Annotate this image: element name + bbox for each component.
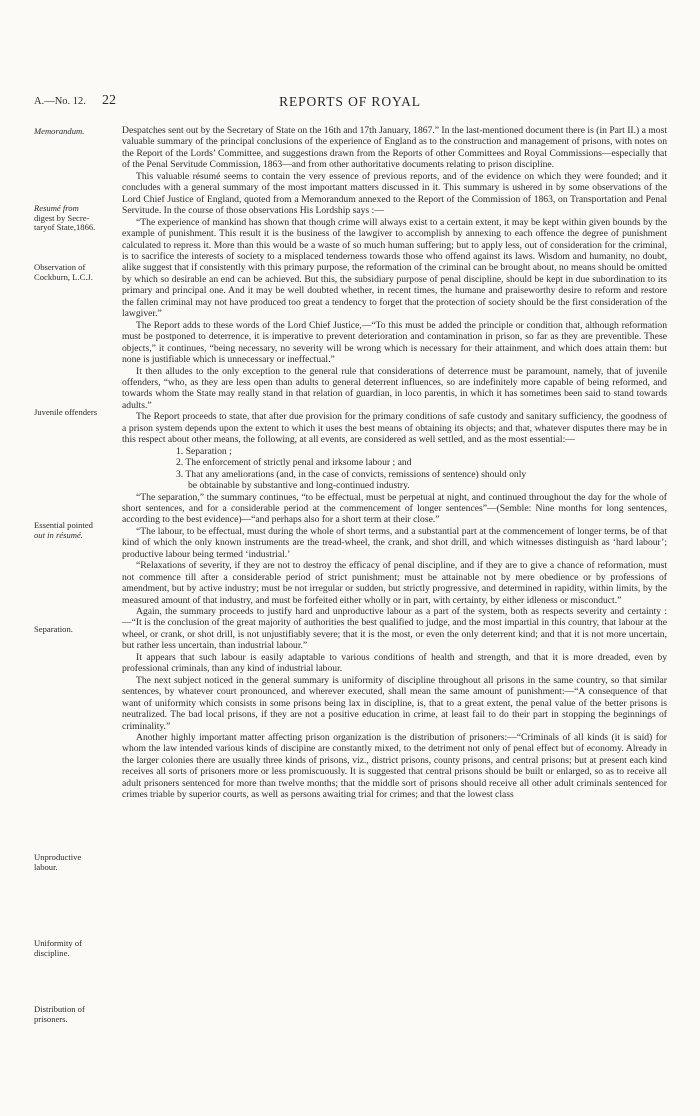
- essentials-list: [122, 446, 667, 492]
- paragraph: This valuable résumé seems to contain the very essence of previous reports, and of the evidence on which they were founded; and it concludes with a general summary of the most important matters discussed in it. This summary is ushered in by some observations of the Lord Chief Justice of England, quoted from a Memorandum annexed to the Report of the Commission of 1863, on Transportation and Penal Servitude. In the course of those observations His Lordship says :—: [122, 170, 667, 217]
- paragraph: The Report proceeds to state, that after due provision for the primary conditions of safe custody and sanitary sufficiency, the goodness of a prison system depends upon the extent to which it uses the best means of obtaining its objects; and that, whatever disputes there may be in this respect about other means, the following, at all events, are considered as well settled, and as the most essential:—: [122, 411, 667, 446]
- margin-note-unproductive: Unproductive labour.: [34, 852, 82, 872]
- margin-note-distribution: Distribution of prisoners.: [34, 1004, 85, 1024]
- margin-note-essential: Essential pointed out in résumé.: [34, 520, 93, 540]
- body-text: [122, 125, 667, 801]
- list-item: 1. Separation ;: [176, 445, 232, 457]
- list-item-continuation: be obtainable by substantive and long-continued industry.: [188, 480, 410, 492]
- list-item: 3. That any ameliorations (and, in the case of convicts, remissions of sentence) should only: [176, 468, 527, 480]
- paragraph: The Report adds to these words of the Lord Chief Justice,—“To this must be added the principle or condition that, although reformation must be postponed to deterrence, it is imperative to prevent deterioration and contamination in prison, so far as they are preventible. These objects,” it continues, “being necessary, no severity will be wrong which is necessary for their attainment, and which does attain them: but none is justifiable which is unnecessary or ineffectual.”: [122, 319, 667, 366]
- page-header: [0, 94, 700, 114]
- paragraph: “The experience of mankind has shown that though crime will always exist to a certain extent, it may be kept within given bounds by the example of punishment. This result it is the business of the lawgiver to accomplish by annexing to each offence the degree of punishment calculated to repress it. More than this would be a waste of so much human suffering; but to apply less, out of consideration for the criminal, is to sacrifice the interests of society to a misplaced tenderness towards those who offend against its laws. Wisdom and humanity, no doubt, alike suggest that if consistently with this primary purpose, the reformation of the criminal can be brought about, no means should be omitted by which so desirable an end can be achieved. But this, the subsidiary purpose of penal discipline, should be kept in due subordination to its primary and principal one. And it may be well doubted whether, in recent times, the humane and praiseworthy desire to reform and restore the fallen criminal may not have produced too great a tendency to forget that the protection of society should be the first consideration of the lawgiver.”: [122, 216, 667, 320]
- paragraph: “Relaxations of severity, if they are not to destroy the efficacy of penal discipline, and if they are to give a chance of reformation, must not commence till after a considerable period of strict punishment; must be attainable not by mere obedience or by professions of amendment, but by active industry; must be not irregular or sudden, but strictly progressive, and determined in rapidity, within limits, by the measured amount of that industry, and must be forfeited either wholly or in part, with certainty, by either idleness or misconduct.”: [122, 560, 667, 606]
- margin-note-separation: Separation.: [34, 624, 73, 634]
- paragraph: “The labour, to be effectual, must during the whole of short terms, and a substantial part at the commencement of longer terms, be of that kind of which the only known instruments are the tread-wheel, the crank, and shot drill, and which witnesses distinguish as ‘hard labour’; productive labour being termed ‘industrial.’: [122, 525, 667, 560]
- paragraph: Another highly important matter affecting prison organization is the distribution of prisoners:—“Criminals of all kinds (it is said) for whom the law intended various kinds of discipine are constantly mixed, to the detriment not only of penal effect but of economy. Already in the larger colonies there are usually three kinds of prisons, viz., district prisons, county prisons, and central prisons; but at present each kind receives all sorts of prisoners more or less promiscuously. It is suggested that central prisons should be built or enlarged, so as to receive all adult prisoners sentenced for more than twelve months; that the middle sort of prisons should receive all other adult criminals sentenced for crimes triable by superior courts, as well as persons awaiting trial for crimes; and that the lowest class: [122, 732, 667, 801]
- list-item: 2. The enforcement of strictly penal and irksome labour ; and: [176, 457, 412, 469]
- margin-note-memorandum: Memorandum.: [34, 126, 85, 136]
- page-number: 22: [102, 93, 116, 108]
- paragraph: The next subject noticed in the general summary is uniformity of discipline throughout all prisons in the same country, so that similar sentences, by whatever court pronounced, and wherever executed, shall mean the same amount of punishment:—“A consequence of that want of uniformity which consists in some prisons being lax in discipline, is, that to a great extent, the penal value of the better prisons is neutralized. The bad local prisons, if they are not a positive education in crime, at least fail to do their part in stopping the beginnings of criminality.”: [122, 674, 667, 732]
- paragraph: Again, the summary proceeds to justify hard and unproductive labour as a part of the system, both as respects severity and certainty :—“It is the conclusion of the great majority of authorities the best qualified to judge, and the most impartial in this country, that labour at the wheel, or crank, or shot drill, is not unjustifiably severe; that it is the most, or even the only deterrent kind; and that it is not more uncertain, but rather less uncertain, than industrial labour.”: [122, 606, 667, 652]
- paragraph: It then alludes to the only exception to the general rule that considerations of deterrence must be paramount, namely, that of juvenile offenders, “who, as they are less open than adults to general deterrent influences, so are indefinitely more capable of being reformed, and towards whom the State may really stand in that relation of guardian, in loco parentis, in which it has sometimes been said to stand towards adults.”: [122, 365, 667, 411]
- paragraph: It appears that such labour is easily adaptable to various conditions of health and strength, and that it is more dreaded, even by professional criminals, than any kind of industrial labour.: [122, 651, 667, 675]
- margin-note-uniformity: Uniformity of discipline.: [34, 938, 82, 958]
- paragraph: Despatches sent out by the Secretary of State on the 16th and 17th January, 1867.” In the last-mentioned document there is (in Part II.) a most valuable summary of the principal conclusions of the experience of England as to the construction and management of prisons, with notes on the Report of the Lords’ Committee, and suggestions drawn from the Reports of other Committees and Royal Commissions—especially that of the Penal Servitude Commission, 1863—and from other authoritative documents relating to prison discipline.: [122, 125, 667, 171]
- margin-note-resume: Resumé from digest by Secre- taryof State,1866.: [34, 203, 96, 233]
- margin-note-observation: Observation of Cockburn, L.C.J.: [34, 262, 93, 282]
- margin-note-juvenile: Juvenile offenders: [34, 407, 98, 417]
- paragraph: “The separation,” the summary continues, “to be effectual, must be perpetual at night, and continued throughout the day for the whole of short sentences, and for a considerable period at the commencement of longer sentences”—(Semble: Nine months for long sentences, according to the best evidence)—“and perhaps also for a short term at their close.”: [122, 491, 667, 526]
- document-reference: A.—No. 12.: [34, 96, 86, 107]
- running-title: REPORTS OF ROYAL: [279, 94, 421, 109]
